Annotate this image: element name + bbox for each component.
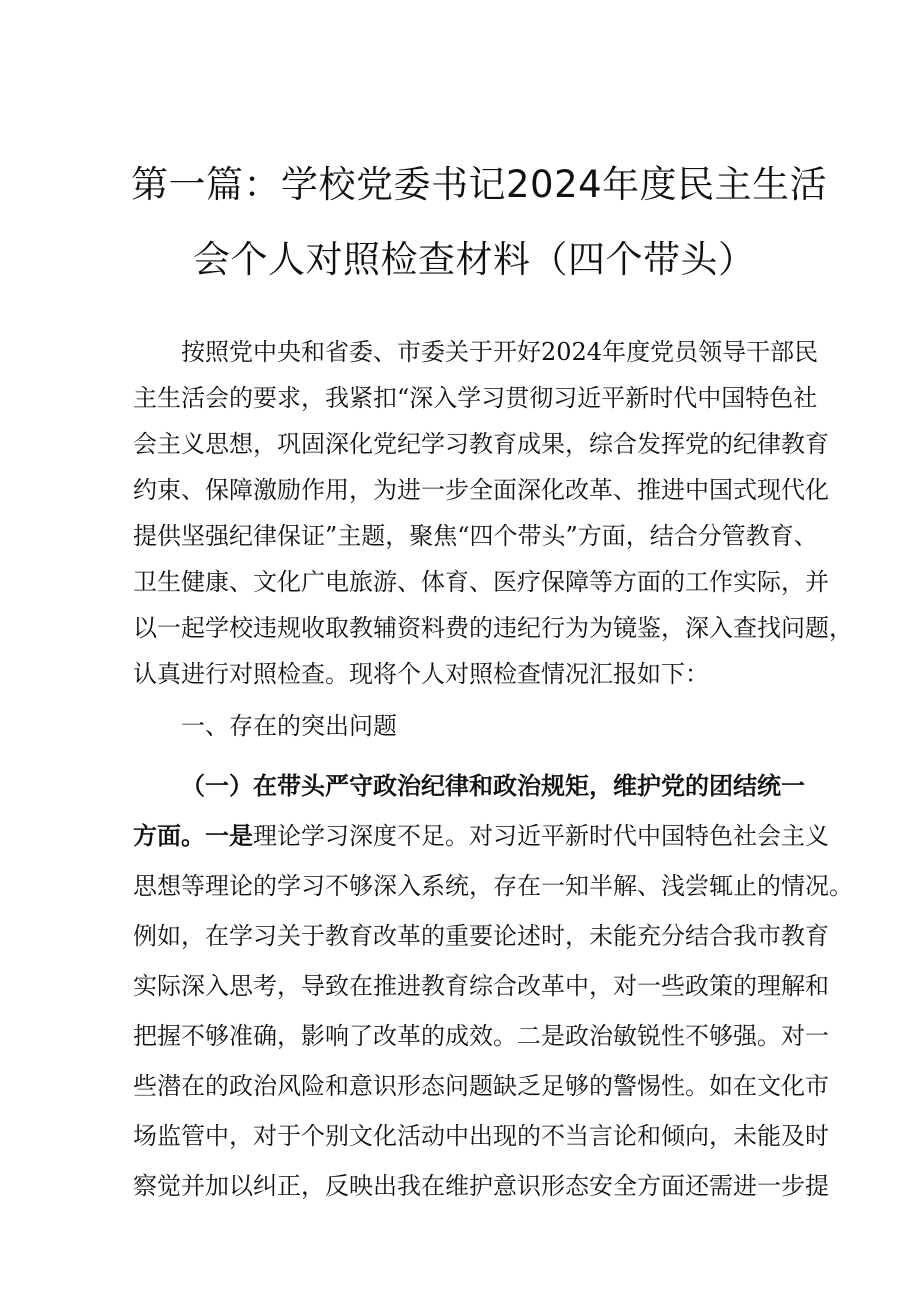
subsection-heading-end: 方面。一是	[133, 821, 253, 850]
body-line: 场监管中，对于个别文化活动中出现的不当言论和倾向，未能及时	[133, 1122, 829, 1150]
body-line: 些潜在的政治风险和意识形态问题缺乏足够的警惕性。如在文化市	[133, 1072, 829, 1100]
intro-line: 提供坚强纪律保证”主题，聚焦“四个带头”方面，结合分管教育、	[133, 522, 818, 550]
subsection-text: 理论学习深度不足。对习近平新时代中国特色社会主义	[253, 822, 829, 850]
intro-line: 卫生健康、文化广电旅游、体育、医疗保障等方面的工作实际，并	[133, 568, 829, 596]
intro-line: 认真进行对照检查。现将个人对照检查情况汇报如下：	[133, 660, 709, 688]
document-title-line-2: 会个人对照检查材料（四个带头）	[193, 238, 756, 281]
body-line: 例如，在学习关于教育改革的重要论述时，未能充分结合我市教育	[133, 922, 829, 950]
body-line: 思想等理论的学习不够深入系统，存在一知半解、浅尝辄止的情况。	[133, 872, 853, 900]
body-line: 把握不够准确，影响了改革的成效。二是政治敏锐性不够强。对一	[133, 1022, 829, 1050]
intro-line: 约束、保障激励作用，为进一步全面深化改革、推进中国式现代化	[133, 476, 829, 504]
subsection-line	[133, 821, 829, 850]
intro-line: 会主义思想，巩固深化党纪学习教育成果，综合发挥党的纪律教育	[133, 430, 829, 458]
intro-line: 以一起学校违规收取教辅资料费的违纪行为为镜鉴，深入查找问题，	[133, 614, 853, 642]
section-heading: 一、存在的突出问题	[181, 712, 397, 740]
body-line: 察觉并加以纠正，反映出我在维护意识形态安全方面还需进一步提	[133, 1172, 829, 1200]
document-title-line-1: 第一篇：学校党委书记2024年度民主生活	[131, 163, 828, 206]
body-line: 实际深入思考，导致在推进教育综合改革中，对一些政策的理解和	[133, 972, 829, 1000]
subsection-heading: （一）在带头严守政治纪律和政治规矩，维护党的团结统一	[181, 771, 805, 800]
intro-line: 按照党中央和省委、市委关于开好2024年度党员领导干部民	[181, 338, 819, 366]
intro-line: 主生活会的要求，我紧扣“深入学习贯彻习近平新时代中国特色社	[133, 384, 818, 412]
